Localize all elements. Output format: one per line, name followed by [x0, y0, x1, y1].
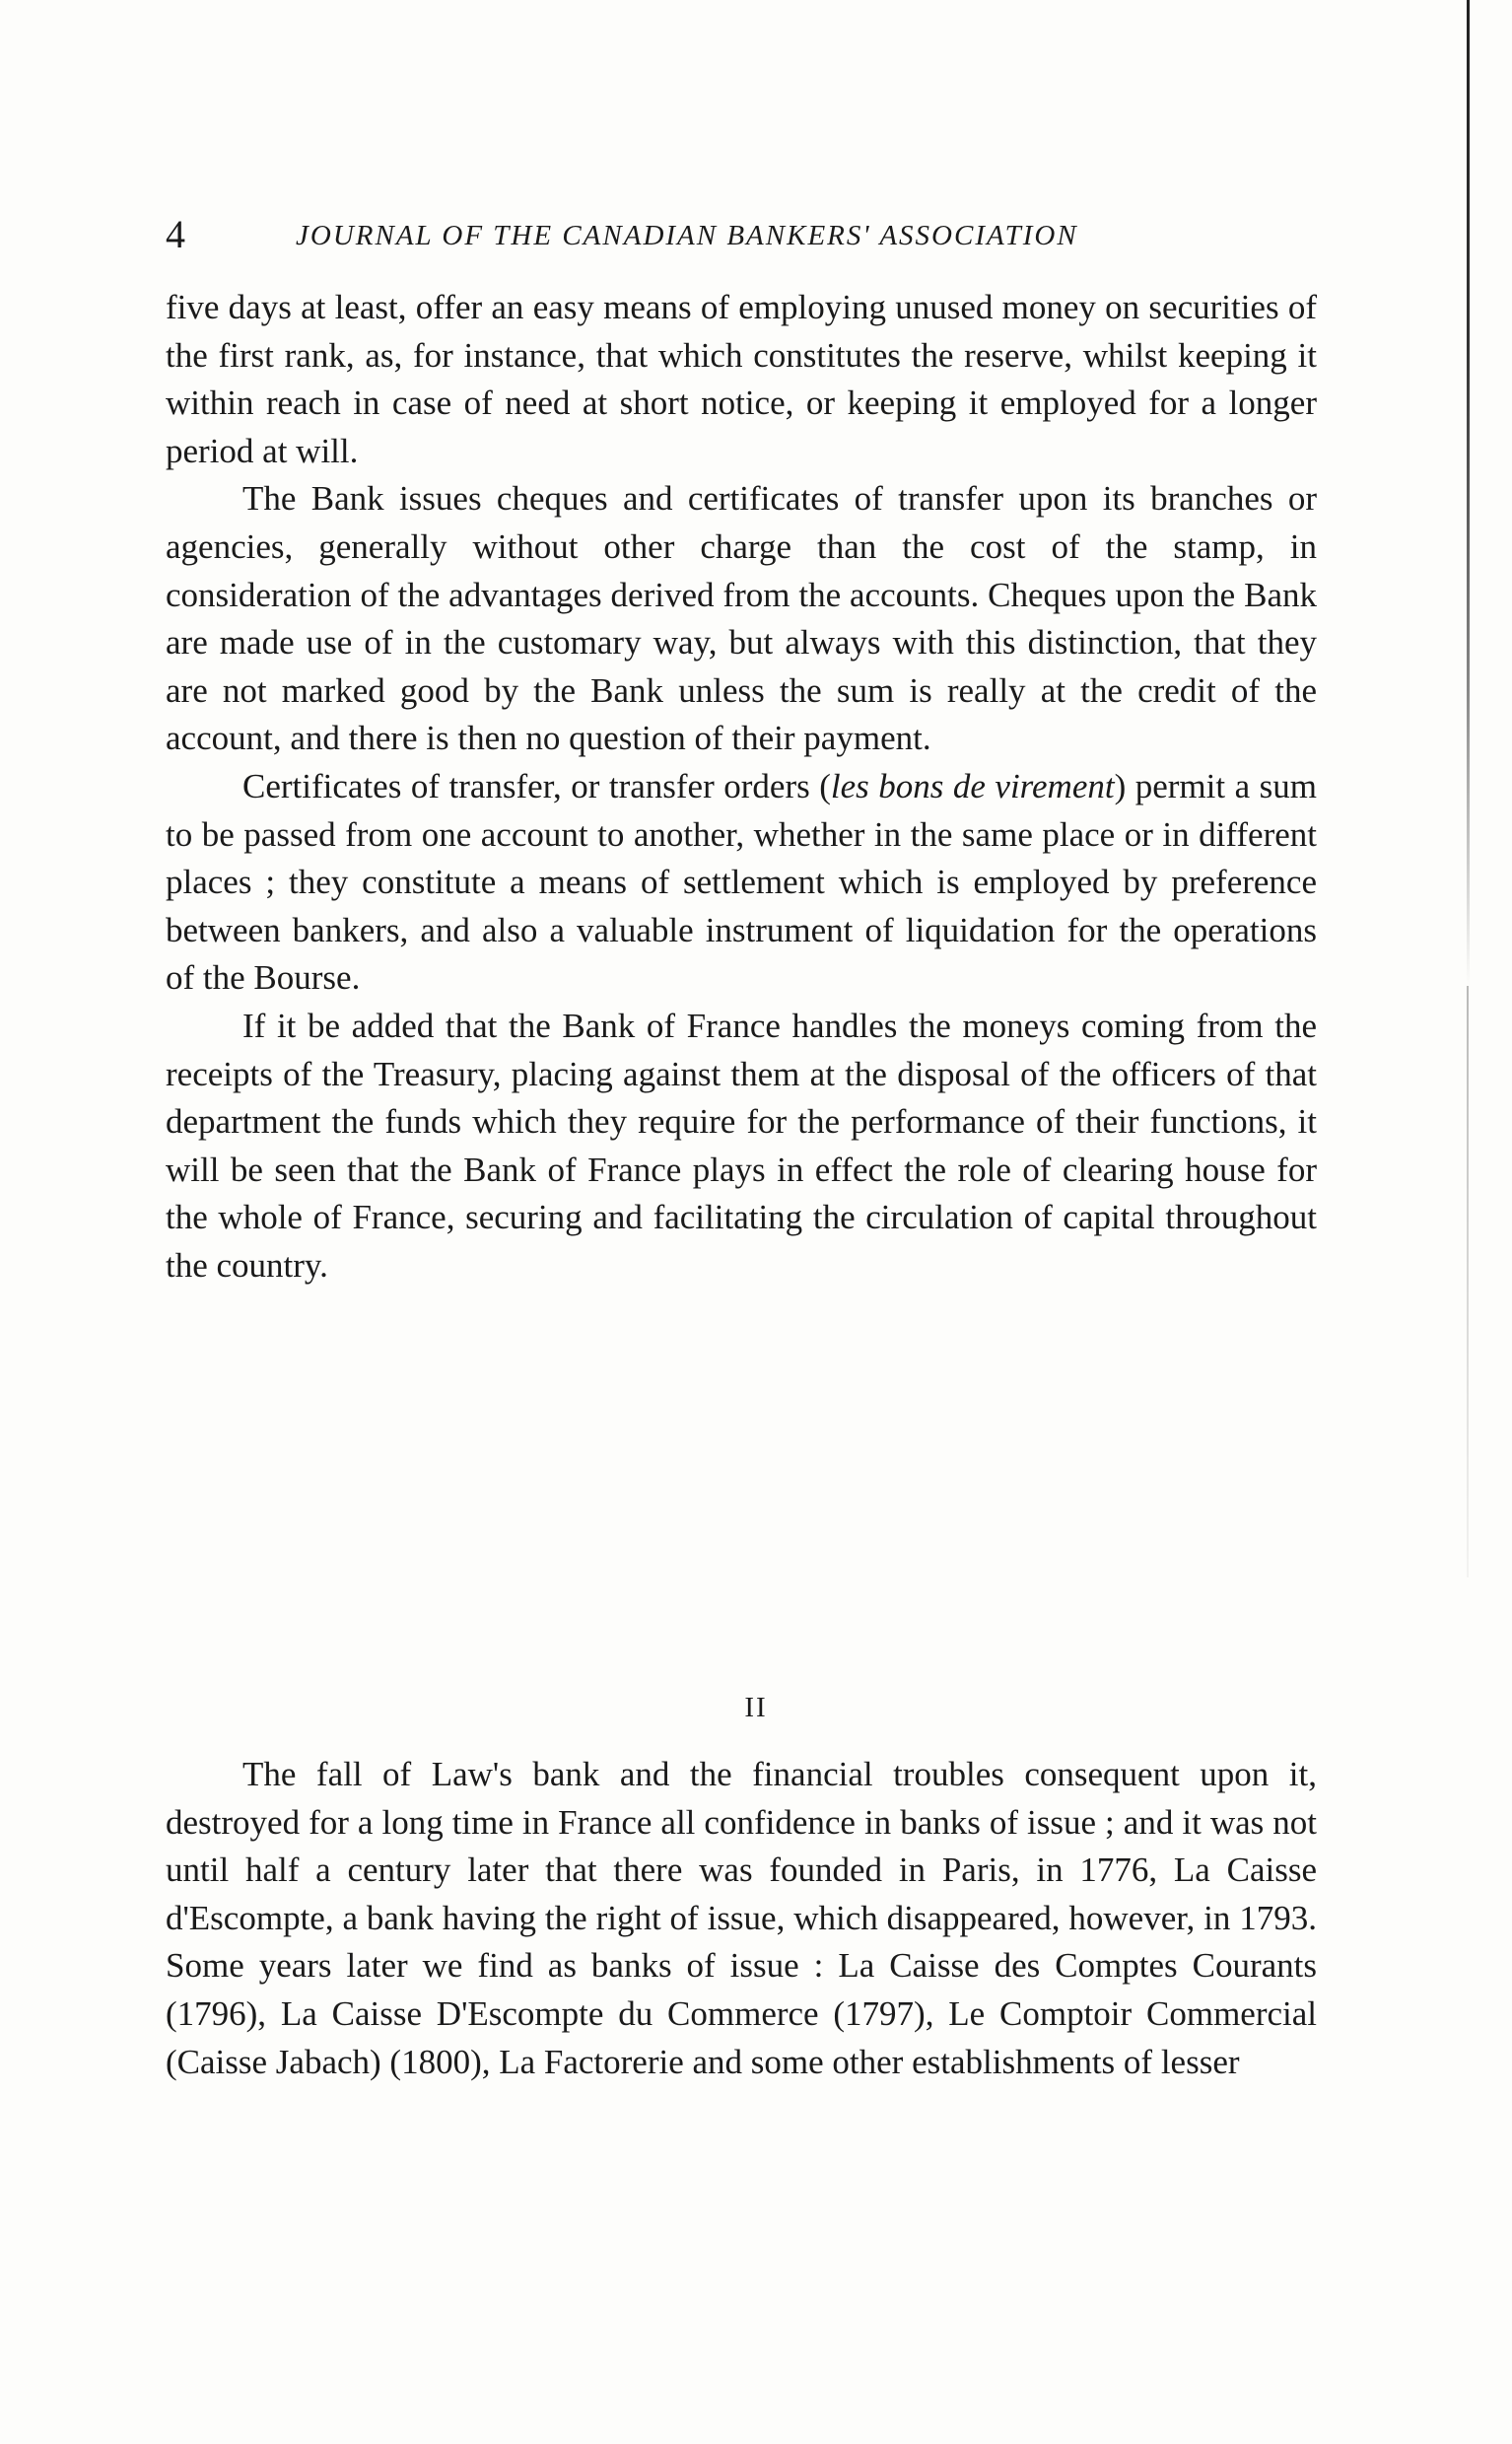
paragraph-certificates-italic-term: les bons de virement [830, 766, 1115, 805]
page-edge-shadow [1467, 0, 1470, 986]
running-head: JOURNAL OF THE CANADIAN BANKERS' ASSOCIATION [296, 220, 1078, 251]
page-edge-shadow-lower [1467, 986, 1469, 1577]
section-one-text [166, 284, 1317, 1290]
paragraph-cheques: The Bank issues cheques and certificates of transfer upon its branches or agencies, generally without other charge than the cost of the stamp, in consideration of the advantages derived from the accounts. Cheques upon the Bank are made use of in the customary way, but always with this distinction, that they are not marked good by the Bank unless the sum is really at the credit of the account, and there is then no question of their payment. [166, 479, 1317, 758]
page-number: 4 [166, 212, 185, 256]
paragraph-continuation: five days at least, offer an easy means of employing unused money on securities of the first rank, as, for instance, that which constitutes the reserve, whilst keeping it within reach in case of need at short notice, or keeping it employed for a longer period at will. [166, 288, 1317, 470]
paragraph-certificates-rest: ) permit a sum to be passed from one account to another, whether in the same place or in different places ; they constitute a means of settlement which is employed by preference between bankers, and also a valuable instrument of liquidation for the operations of the Bourse. [166, 766, 1317, 998]
paragraph-certificates [166, 763, 1317, 1003]
section-two-text [166, 1751, 1317, 2086]
paragraph-law-bank: The fall of Law's bank and the financial troubles consequent upon it, destroyed for a long time in France all confidence in banks of issue ; and it was not until half a century later that there was founded in Paris, in 1776, La Caisse d'Escompte, a bank having the right of issue, which disappeared, however, in 1793. Some years later we find as banks of issue : La Caisse des Comptes Courants (1796), La Caisse D'Escompte du Commerce (1797), Le Comptoir Commercial (Caisse Jabach) (1800), La Factorerie and some other establishments of lesser [166, 1755, 1317, 2081]
paragraph-certificates-lead: Certificates of transfer, or transfer orders ( [242, 766, 831, 805]
paragraph-treasury: If it be added that the Bank of France handles the moneys coming from the receipts of the Treasury, placing against them at the disposal of the officers of that department the funds which they require for the performance of their functions, it will be seen that the Bank of France plays in effect the role of clearing house for the whole of France, securing and facilitating the circulation of capital throughout the country. [166, 1006, 1317, 1285]
page-header [166, 207, 1319, 266]
section-heading-numeral: II [744, 1692, 768, 1723]
